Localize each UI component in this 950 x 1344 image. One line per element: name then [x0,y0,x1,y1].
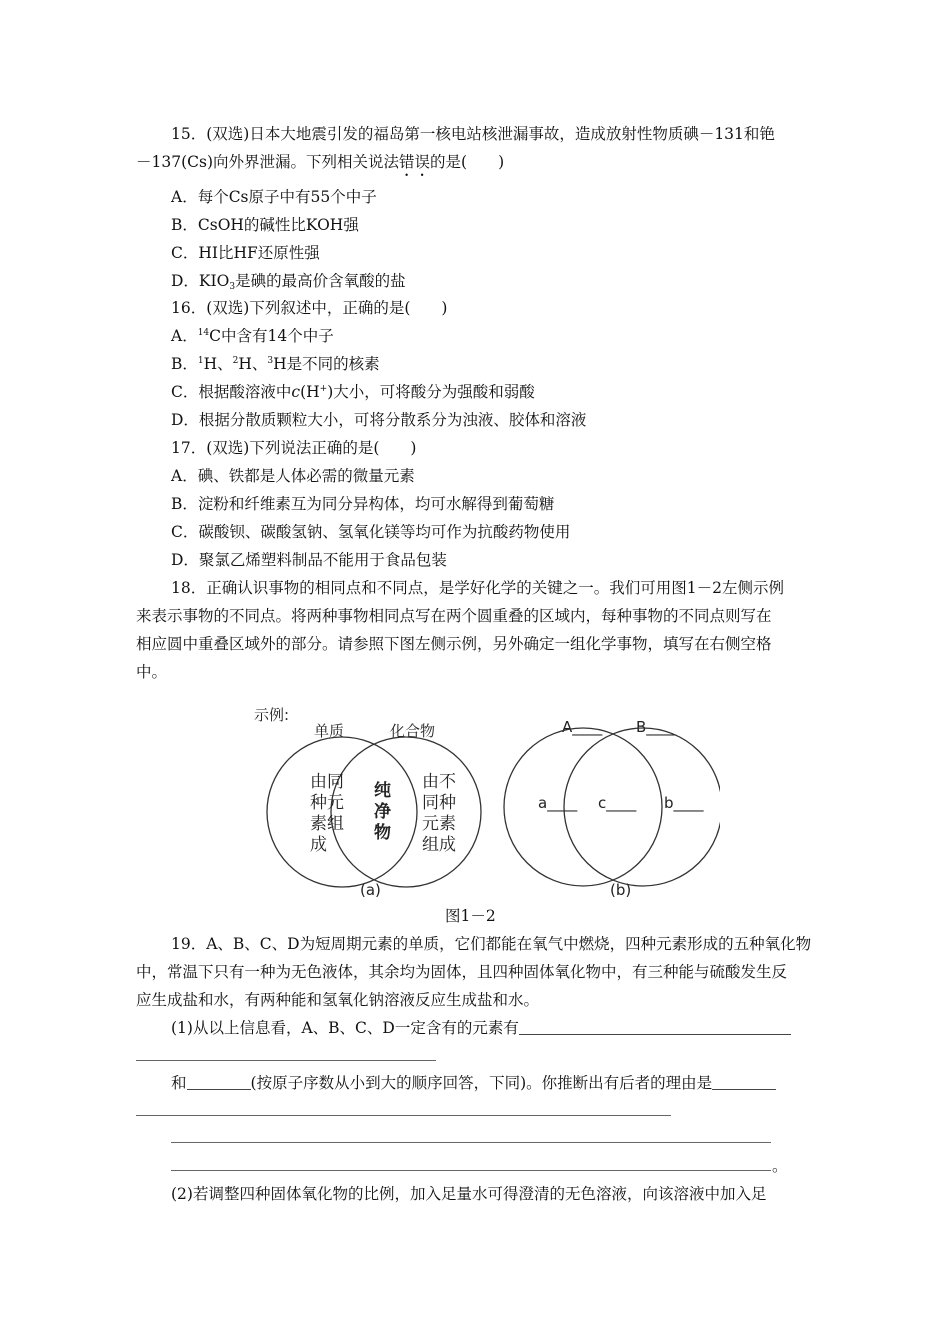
right-circle-a [331,737,481,887]
q15-option-a: A．每个Cs原子中有55个中子 [171,188,377,206]
q16-option-d: D．根据分散质颗粒大小，可将分散系分为浊液、胶体和溶液 [171,411,587,429]
q15-stem-line1: 15．(双选)日本大地震引发的福岛第一核电站核泄漏事故，造成放射性物质碘－131和铯 [171,125,775,143]
q19-line3: 应生成盐和水，有两种能和氢氧化钠溶液反应生成盐和水。 [136,991,540,1009]
answer-line[interactable] [136,1060,436,1061]
answer-blank[interactable] [519,1020,791,1035]
q16-option-b: B．$^1$H、$^2$H、$^3$H是不同的核素 [171,355,380,373]
answer-blank[interactable] [712,1075,776,1090]
q19-line1: 19．A、B、C、D为短周期元素的单质，它们都能在氧气中燃烧，四种元素形成的五种氧化物 [171,935,812,953]
q17-option-b: B．淀粉和纤维素互为同分异构体，均可水解得到葡萄糖 [171,495,555,513]
b-middle-region: c____ [598,794,637,812]
b-right-title: B____ [636,718,677,736]
middle-region-line1: 纯 [374,781,391,801]
answer-line[interactable] [171,1170,771,1171]
end-mark: 。 [772,1157,788,1175]
right-region-line3: 元素 [422,814,456,834]
right-circle-title: 化合物 [390,722,436,740]
left-circle-title: 单质 [314,722,345,740]
figure-b-label: (b) [610,881,632,899]
q17-stem: 17．(双选)下列说法正确的是( ) [171,439,417,457]
left-region-line4: 成 [310,835,327,855]
q19-line2: 中，常温下只有一种为无色液体，其余均为固体，且四种固体氧化物中，有三种能与硫酸发生反 [136,963,788,981]
q18-line4: 中。 [136,663,168,681]
q15-option-b: B．CsOH的碱性比KOH强 [171,216,359,234]
q18-line2: 来表示事物的不同点。将两种事物相同点写在两个圆重叠的区域内，每种事物的不同点则写在 [136,607,772,625]
b-right-region: b____ [664,794,704,812]
answer-blank[interactable] [187,1075,251,1090]
q16-option-a: A．$^{14}$C中含有14个中子 [171,327,334,345]
middle-region-line3: 物 [374,823,391,843]
q17-option-c: C．碳酸钡、碳酸氢钠、氢氧化镁等均可作为抗酸药物使用 [171,523,571,541]
b-left-region: a____ [538,794,578,812]
q19-part2-line1: (2)若调整四种固体氧化物的比例，加入足量水可得澄清的无色溶液，向该溶液中加入足 [171,1185,767,1203]
q19-part1-line1: (1)从以上信息看，A、B、C、D一定含有的元素有 [171,1018,791,1038]
answer-line[interactable] [136,1115,671,1116]
q18-line3: 相应圆中重叠区域外的部分。请参照下图左侧示例，另外确定一组化学事物，填写在右侧空格 [136,635,772,653]
q15-stem-line2: －137(Cs)向外界泄漏。下列相关说法错误的是( ) [136,153,505,171]
q18-line1: 18．正确认识事物的相同点和不同点，是学好化学的关键之一。我们可用图1－2左侧示例 [171,579,784,597]
right-region-line1: 由不 [422,772,456,792]
left-region-line2: 种元 [310,793,344,813]
q16-option-c: C．根据酸溶液中c(H+)大小，可将酸分为强酸和弱酸 [171,383,535,401]
middle-region-line2: 净 [374,802,391,822]
example-label: 示例: [254,706,290,724]
left-region-line1: 由同 [310,772,344,792]
left-circle-b [504,728,662,886]
q15-emphasis: 错误 [399,153,431,171]
q17-option-a: A．碘、铁都是人体必需的微量元素 [171,467,415,485]
figure-a-label: (a) [360,881,381,899]
q17-option-d: D．聚氯乙烯塑料制品不能用于食品包装 [171,551,447,569]
venn-figure [240,684,720,899]
right-region-line2: 同种 [422,793,456,813]
q16-stem: 16．(双选)下列叙述中，正确的是( ) [171,299,448,317]
q19-part1-line2: 和 (按原子序数从小到大的顺序回答，下同)。你推断出有后者的理由是 [171,1073,776,1093]
figure-caption: 图1－2 [445,907,496,925]
right-region-line4: 组成 [422,835,456,855]
b-left-title: A____ [562,718,603,736]
left-region-line3: 素组 [310,814,344,834]
q15-option-c: C．HI比HF还原性强 [171,244,320,262]
answer-line[interactable] [171,1142,771,1143]
q15-option-d: D．$KIO_3$是碘的最高价含氧酸的盐 [171,272,406,292]
